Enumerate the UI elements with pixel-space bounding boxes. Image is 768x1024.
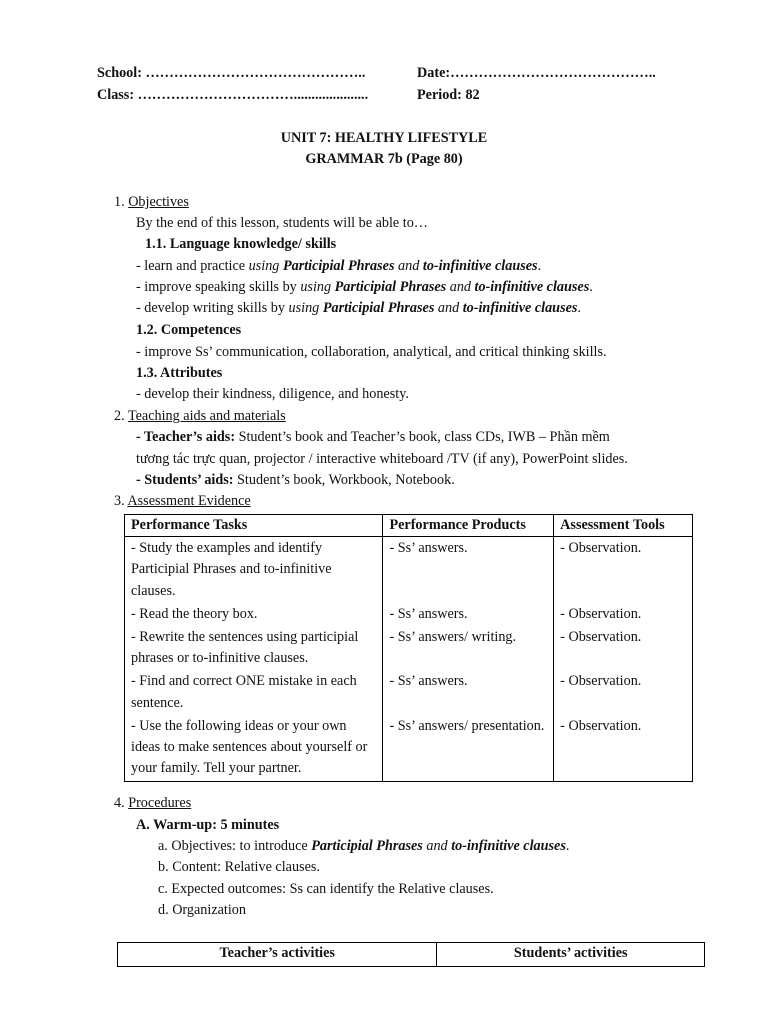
column-header: Performance Products	[383, 515, 554, 537]
student-aids: - Students’ aids: Student’s book, Workbook, Notebook.	[136, 472, 455, 488]
column-header: Assessment Tools	[554, 515, 693, 537]
table-cell: - Rewrite the sentences using participial phrases or to-infinitive clauses.	[125, 626, 383, 670]
assessment-heading: 3. Assessment Evidence	[114, 493, 251, 509]
table-cell: - Observation.	[554, 537, 693, 603]
assessment-table	[124, 514, 693, 782]
period-field: Period: 82	[417, 87, 480, 103]
table-cell: - Observation.	[554, 715, 693, 782]
table-cell: - Use the following ideas or your own ideas to make sentences about yourself or your family. Tell your partner.	[125, 715, 383, 782]
table-header-row	[118, 943, 705, 967]
date-field: Date:……………………………………..	[417, 65, 656, 81]
table-cell: - Observation.	[554, 603, 693, 626]
knowledge-heading: 1.1. Language knowledge/ skills	[145, 236, 337, 252]
warmup-heading: A. Warm-up: 5 minutes	[136, 817, 280, 833]
table-cell: - Ss’ answers/ presentation.	[383, 715, 554, 782]
procedures-heading: 4. Procedures	[114, 795, 192, 811]
table-cell: - Observation.	[554, 626, 693, 670]
class-field: Class: …………………………….....................	[97, 87, 369, 103]
table-row	[125, 715, 693, 782]
table-row	[125, 603, 693, 626]
column-header: Teacher’s activities	[118, 943, 437, 967]
school-field: School: ………………………………………..	[97, 65, 366, 81]
table-header-row	[125, 515, 693, 537]
table-cell: - Observation.	[554, 670, 693, 714]
competences-heading: 1.2. Competences	[136, 322, 242, 338]
table-cell: - Study the examples and identify Participial Phrases and to-infinitive clauses.	[125, 537, 383, 603]
column-header: Performance Tasks	[125, 515, 383, 537]
objective-item: - improve speaking skills by using Participial Phrases and to-infinitive clauses.	[136, 279, 593, 295]
table-row	[125, 626, 693, 670]
lesson-title: GRAMMAR 7b (Page 80)	[305, 151, 463, 167]
table-row	[125, 670, 693, 714]
teaching-aids-heading: 2. Teaching aids and materials	[114, 408, 286, 424]
activities-table	[117, 942, 705, 967]
table-cell: - Ss’ answers/ writing.	[383, 626, 554, 670]
table-cell: - Find and correct ONE mistake in each sentence.	[125, 670, 383, 714]
teacher-aids: - Teacher’s aids: Student’s book and Teacher’s book, class CDs, IWB – Phần mềm	[136, 429, 610, 445]
objectives-heading: 1. Objectives	[114, 194, 189, 210]
objective-item: - learn and practice using Participial Phrases and to-infinitive clauses.	[136, 258, 542, 274]
warmup-organization: d. Organization	[158, 902, 246, 918]
table-cell: - Ss’ answers.	[383, 670, 554, 714]
table-cell: - Ss’ answers.	[383, 537, 554, 603]
teacher-aids-continued: tương tác trực quan, projector / interactive whiteboard /TV (if any), PowerPoint slides.	[136, 451, 628, 467]
warmup-content: b. Content: Relative clauses.	[158, 859, 320, 875]
table-cell: - Read the theory box.	[125, 603, 383, 626]
objectives-intro: By the end of this lesson, students will be able to…	[136, 215, 428, 231]
table-cell: - Ss’ answers.	[383, 603, 554, 626]
unit-title: UNIT 7: HEALTHY LIFESTYLE	[280, 130, 488, 146]
warmup-outcomes: c. Expected outcomes: Ss can identify the Relative clauses.	[158, 881, 494, 897]
attributes-heading: 1.3. Attributes	[136, 365, 223, 381]
competences-text: - improve Ss’ communication, collaboration, analytical, and critical thinking skills.	[136, 344, 607, 360]
objective-item: - develop writing skills by using Participial Phrases and to-infinitive clauses.	[136, 300, 581, 316]
warmup-objectives: a. Objectives: to introduce Participial Phrases and to-infinitive clauses.	[158, 838, 570, 854]
column-header: Students’ activities	[437, 943, 705, 967]
table-row	[125, 537, 693, 603]
attributes-text: - develop their kindness, diligence, and honesty.	[136, 386, 409, 402]
